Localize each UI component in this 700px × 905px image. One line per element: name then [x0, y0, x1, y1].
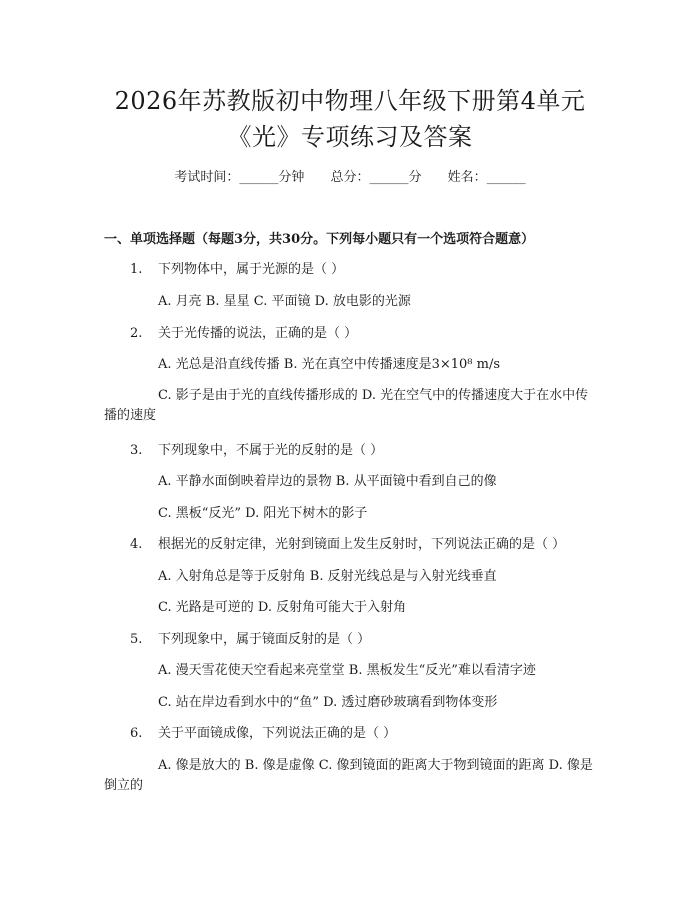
- section-heading-single-choice: 一、单项选择题（每题3分，共30分。下列每小题只有一个选项符合题意）: [104, 232, 535, 247]
- question-3-options-ab: A. 平静水面倒映着岸边的景物 B. 从平面镜中看到自己的像: [158, 474, 497, 489]
- question-stem: 下列现象中，不属于光的反射的是（ ）: [158, 443, 384, 458]
- question-5-options-cd: C. 站在岸边看到水中的“鱼” D. 透过磨砂玻璃看到物体变形: [158, 695, 498, 710]
- question-2-options-ab: A. 光总是沿直线传播 B. 光在真空中传播速度是3×10⁸ m/s: [158, 357, 501, 372]
- total-score-field: 总分：______分: [330, 170, 422, 185]
- question-number: 5.: [130, 632, 143, 647]
- document-title-line-2: 《光》专项练习及答案: [227, 123, 473, 151]
- question-2: [130, 324, 357, 344]
- question-4: [130, 535, 565, 555]
- document-title-line-1: 2026年苏教版初中物理八年级下册第4单元: [114, 87, 586, 115]
- question-stem: 下列物体中，属于光源的是（ ）: [158, 262, 345, 277]
- question-6-options: A. 像是放大的 B. 像是虚像 C. 像到镜面的距离大于物到镜面的距离 D. 像是倒立的: [104, 758, 593, 793]
- question-5: [130, 630, 370, 650]
- question-1: [130, 260, 344, 280]
- exam-time-field: 考试时间：______分钟: [174, 170, 305, 185]
- question-stem: 关于平面镜成像，下列说法正确的是（ ）: [158, 726, 397, 741]
- question-6: [130, 724, 396, 744]
- question-1-options: A. 月亮 B. 星星 C. 平面镜 D. 放电影的光源: [158, 294, 411, 309]
- question-number: 1.: [130, 262, 143, 277]
- question-stem: 下列现象中，属于镜面反射的是（ ）: [158, 632, 371, 647]
- student-name-field: 姓名：______: [447, 170, 526, 185]
- question-5-options-ab: A. 漫天雪花使天空看起来亮堂堂 B. 黑板发生“反光”难以看清字迹: [158, 663, 536, 678]
- question-2-options-cd: C. 影子是由于光的直线传播形成的 D. 光在空气中的传播速度大于在水中传播的速度: [104, 388, 589, 423]
- question-stem: 根据光的反射定律，光射到镜面上发生反射时，下列说法正确的是（ ）: [158, 537, 566, 552]
- question-stem: 关于光传播的说法，正确的是（ ）: [158, 326, 358, 341]
- question-3: [130, 441, 383, 461]
- question-4-options-cd: C. 光路是可逆的 D. 反射角可能大于入射角: [158, 600, 407, 615]
- question-number: 6.: [130, 726, 143, 741]
- question-number: 2.: [130, 326, 143, 341]
- question-4-options-ab: A. 入射角总是等于反射角 B. 反射光线总是与入射光线垂直: [158, 569, 497, 584]
- question-number: 3.: [130, 443, 143, 458]
- question-3-options-cd: C. 黑板“反光” D. 阳光下树木的影子: [158, 506, 368, 521]
- question-number: 4.: [130, 537, 143, 552]
- exam-info: [0, 168, 700, 188]
